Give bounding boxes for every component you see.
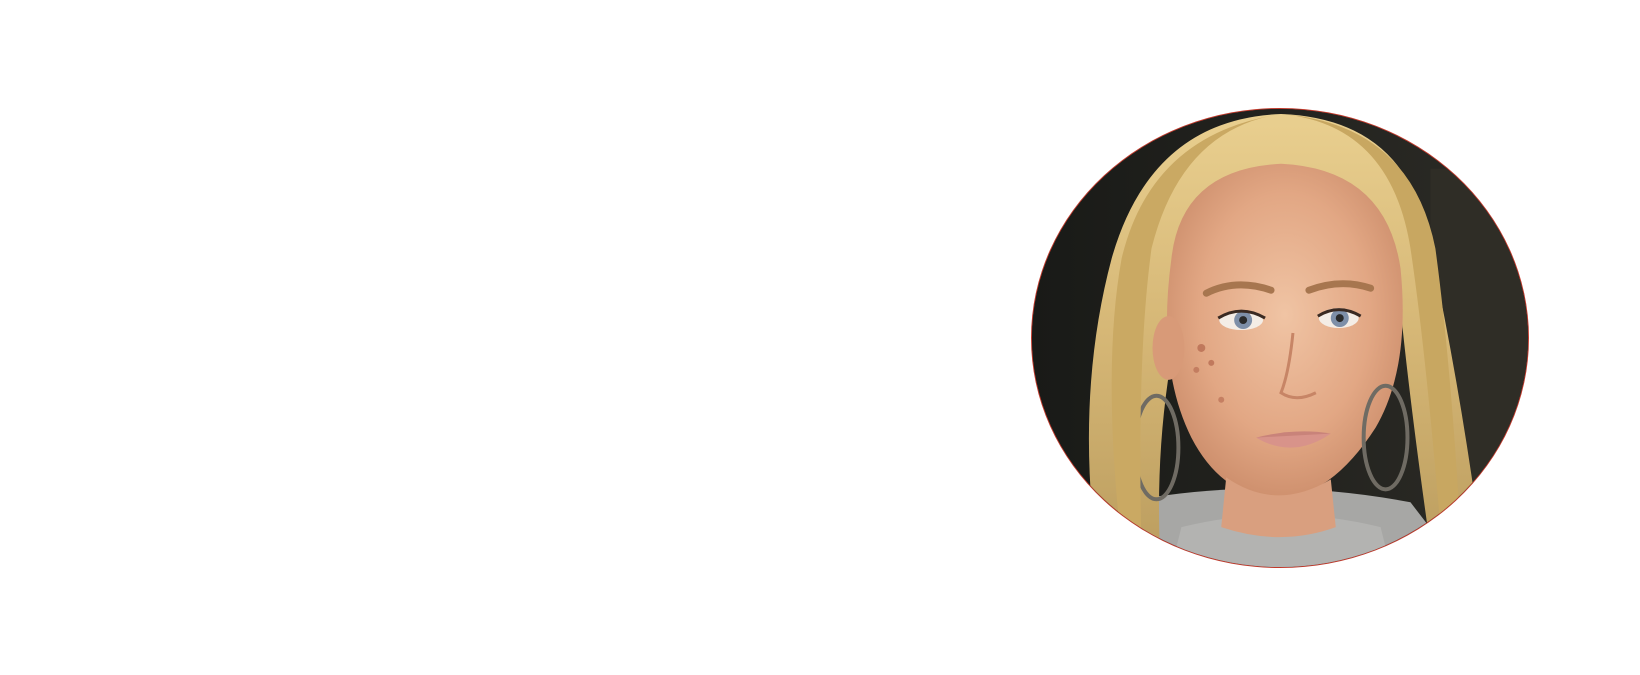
profile-photo	[1032, 109, 1528, 567]
avatar	[1031, 108, 1529, 568]
